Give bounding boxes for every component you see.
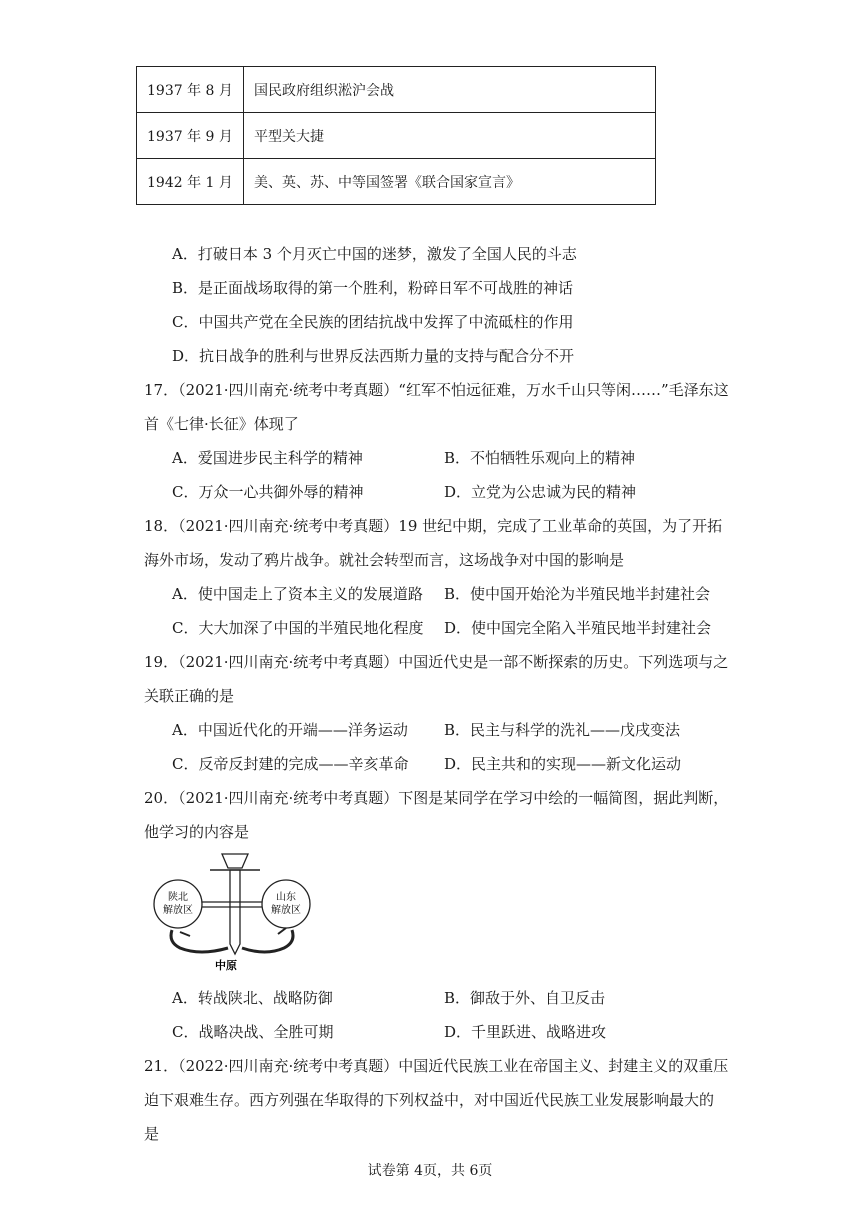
q17-option-d: D．立党为公忠诚为民的精神 bbox=[444, 483, 637, 501]
q20-option-c: C．战略决战、全胜可期 bbox=[172, 1023, 334, 1041]
q16-option-d: D．抗日战争的胜利与世界反法西斯力量的支持与配合分不开 bbox=[172, 347, 575, 365]
right-arm-arrow bbox=[242, 930, 293, 952]
arm-hatch-marks bbox=[180, 928, 286, 936]
q18-option-a: A．使中国走上了资本主义的发展道路 bbox=[172, 585, 423, 603]
q21-stem-line3: 是 bbox=[144, 1125, 160, 1143]
q20-option-b: B．御敌于外、自卫反击 bbox=[444, 989, 606, 1007]
q21-stem-line1: 21．（2022·四川南充·统考中考真题）中国近代民族工业在帝国主义、封建主义的双重压 bbox=[144, 1057, 729, 1075]
q19-option-a: A．中国近代化的开端——洋务运动 bbox=[172, 721, 408, 739]
left-region-label-2: 解放区 bbox=[163, 905, 193, 916]
q17-option-a: A．爱国进步民主科学的精神 bbox=[172, 449, 363, 467]
table-cell-event: 国民政府组织淞沪会战 bbox=[244, 67, 656, 113]
q19-option-c: C．反帝反封建的完成——辛亥革命 bbox=[172, 755, 409, 773]
q19-option-b: B．民主与科学的洗礼——戊戌变法 bbox=[444, 721, 681, 739]
right-region-label-1: 山东 bbox=[276, 892, 296, 903]
central-plains-label: 中原 bbox=[215, 959, 237, 972]
q16-option-b: B．是正面战场取得的第一个胜利，粉碎日军不可战胜的神话 bbox=[172, 279, 574, 297]
q17-stem-line2: 首《七律·长征》体现了 bbox=[144, 415, 299, 433]
table-cell-date: 1937 年 9 月 bbox=[137, 113, 244, 159]
q17-stem-line1: 17．（2021·四川南充·统考中考真题）“红军不怕远征难，万水千山只等闲……”毛泽东这 bbox=[144, 381, 729, 399]
q19-stem-line2: 关联正确的是 bbox=[144, 687, 235, 705]
table-cell-event: 平型关大捷 bbox=[244, 113, 656, 159]
sword-blade-shape bbox=[230, 870, 240, 954]
q16-option-c: C．中国共产党在全民族的团结抗战中发挥了中流砥柱的作用 bbox=[172, 313, 574, 331]
q18-stem-line2: 海外市场，发动了鸦片战争。就社会转型而言，这场战争对中国的影响是 bbox=[144, 551, 625, 569]
table-row bbox=[137, 113, 656, 159]
q19-option-d: D．民主共和的实现——新文化运动 bbox=[444, 755, 682, 773]
table-row bbox=[137, 159, 656, 205]
left-region-circle bbox=[154, 880, 202, 928]
right-region-circle bbox=[262, 880, 310, 928]
q20-option-a: A．转战陕北、战略防御 bbox=[172, 989, 333, 1007]
right-region-label-2: 解放区 bbox=[271, 905, 301, 916]
table-cell-date: 1937 年 8 月 bbox=[137, 67, 244, 113]
page-footer: 试卷第 4页，共 6页 bbox=[367, 1163, 493, 1179]
table-cell-event: 美、英、苏、中等国签署《联合国家宣言》 bbox=[244, 159, 656, 205]
q17-option-b: B．不怕牺牲乐观向上的精神 bbox=[444, 449, 636, 467]
campaign-sketch-diagram bbox=[150, 852, 320, 972]
table-row bbox=[137, 67, 656, 113]
q20-stem-line1: 20．（2021·四川南充·统考中考真题）下图是某同学在学习中绘的一幅简图，据此判断， bbox=[144, 789, 729, 807]
events-table bbox=[136, 66, 656, 205]
q18-option-c: C．大大加深了中国的半殖民地化程度 bbox=[172, 619, 424, 637]
q20-stem-line2: 他学习的内容是 bbox=[144, 823, 250, 841]
q17-option-c: C．万众一心共御外辱的精神 bbox=[172, 483, 364, 501]
q19-stem-line1: 19．（2021·四川南充·统考中考真题）中国近代史是一部不断探索的历史。下列选项与之 bbox=[144, 653, 729, 671]
q21-stem-line2: 迫下艰难生存。西方列强在华取得的下列权益中，对中国近代民族工业发展影响最大的 bbox=[144, 1091, 715, 1109]
left-region-label-1: 陕北 bbox=[168, 892, 188, 903]
q18-option-d: D．使中国完全陷入半殖民地半封建社会 bbox=[444, 619, 712, 637]
sword-handle-shape bbox=[222, 854, 248, 868]
q20-option-d: D．千里跃进、战略进攻 bbox=[444, 1023, 607, 1041]
table-cell-date: 1942 年 1 月 bbox=[137, 159, 244, 205]
left-arm-arrow bbox=[171, 930, 228, 952]
q18-option-b: B．使中国开始沦为半殖民地半封建社会 bbox=[444, 585, 711, 603]
q18-stem-line1: 18．（2021·四川南充·统考中考真题）19 世纪中期，完成了工业革命的英国，为了开拓 bbox=[144, 517, 723, 535]
q16-option-a: A．打破日本 3 个月灭亡中国的迷梦，激发了全国人民的斗志 bbox=[172, 245, 577, 263]
